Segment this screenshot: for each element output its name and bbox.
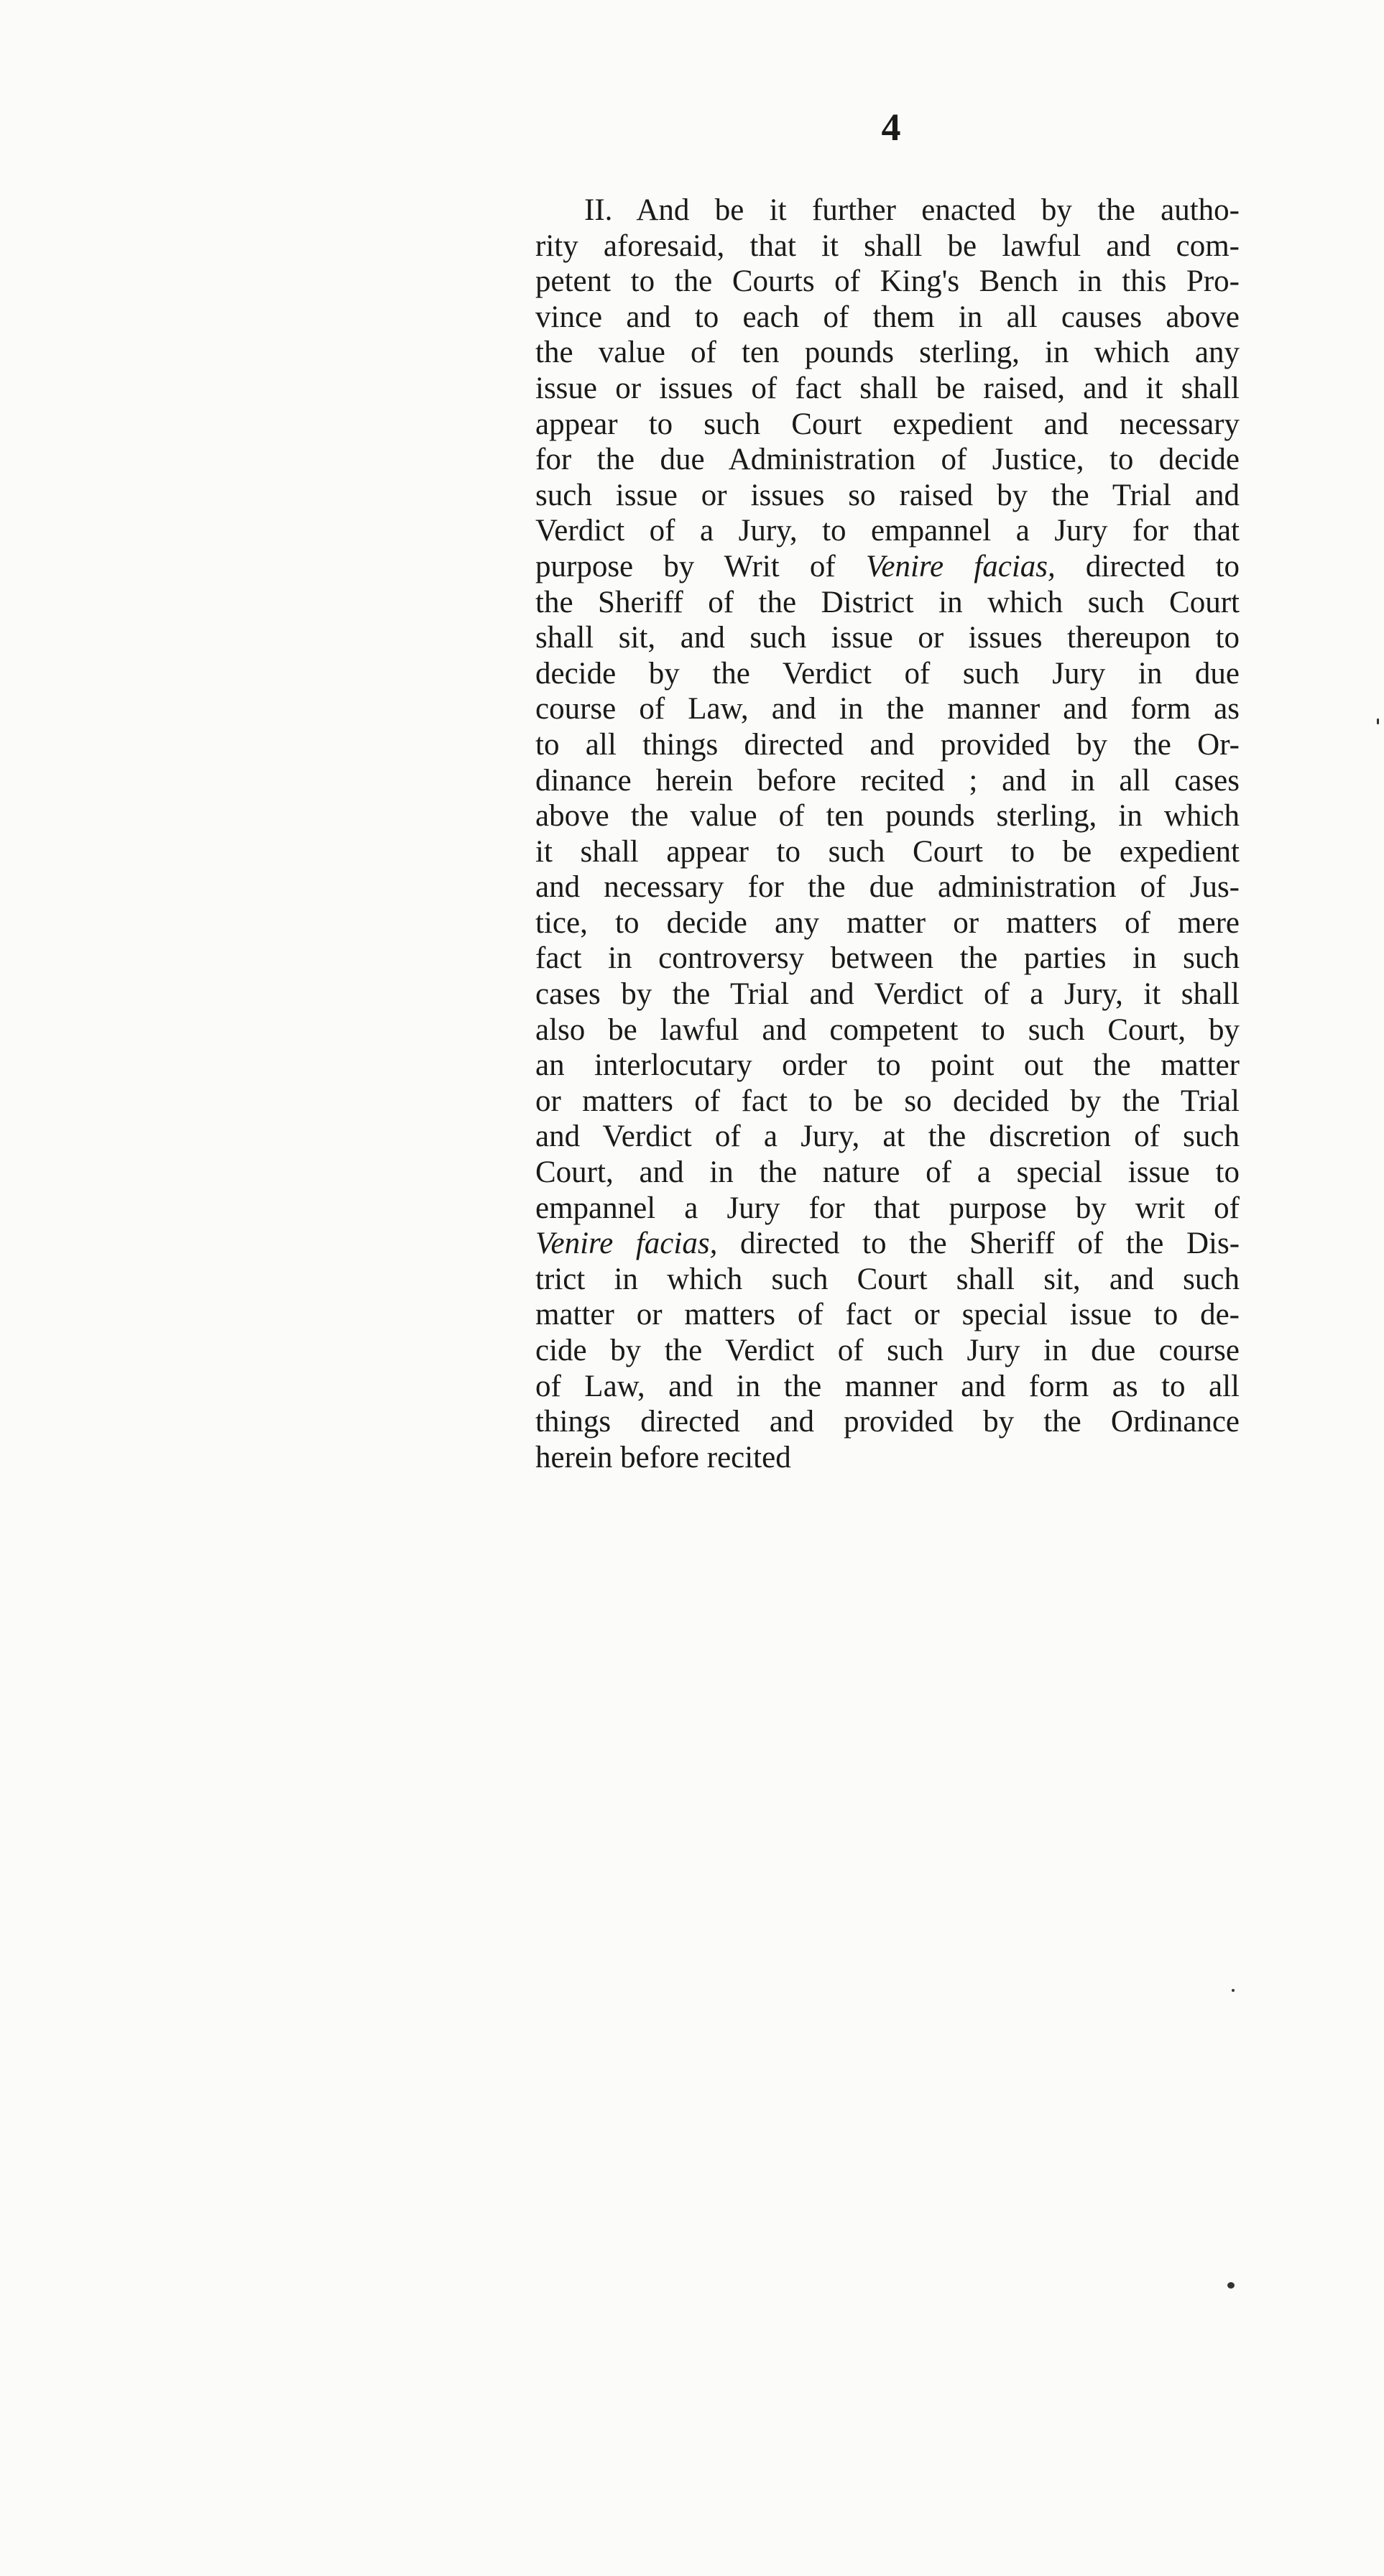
text-line: II. And be it further enacted by the autho- — [584, 193, 1240, 227]
text-line: such issue or issues so raised by the Trial and — [535, 478, 1240, 512]
text-line: appear to such Court expedient and necessary — [535, 407, 1240, 441]
italic-term: Venire facias, — [535, 1227, 718, 1261]
text-line: course of Law, and in the manner and form as — [535, 692, 1240, 726]
text-line: rity aforesaid, that it shall be lawful and com- — [535, 228, 1240, 263]
text-line: also be lawful and competent to such Court, by — [535, 1012, 1240, 1047]
text-line: cases by the Trial and Verdict of a Jury, it shall — [535, 977, 1240, 1012]
text-line: things directed and provided by the Ordinance — [535, 1405, 1240, 1439]
text-fragment: directed to the Sheriff of the Dis- — [739, 1227, 1240, 1261]
text-line: vince and to each of them in all causes above — [535, 300, 1240, 334]
text-line — [535, 549, 1240, 585]
text-line: of Law, and in the manner and form as to all — [535, 1369, 1240, 1403]
text-fragment: purpose by Writ of — [535, 549, 836, 583]
text-line: to all things directed and provided by the Or- — [535, 727, 1240, 762]
text-line: shall sit, and such issue or issues thereupon to — [535, 621, 1240, 655]
ink-speck — [1232, 1989, 1235, 1992]
ink-speck — [1377, 719, 1379, 724]
italic-term: Venire facias, — [865, 549, 1056, 583]
text-line: and necessary for the due administration of Jus- — [535, 870, 1240, 905]
text-line: trict in which such Court shall sit, and such — [535, 1262, 1240, 1296]
text-line: issue or issues of fact shall be raised, and it shall — [535, 371, 1240, 405]
text-line — [535, 1226, 1240, 1262]
text-line: fact in controversy between the parties in such — [535, 941, 1240, 976]
text-line: the Sheriff of the District in which such Court — [535, 585, 1240, 619]
text-line: herein before recited — [535, 1440, 791, 1474]
ink-speck — [1227, 2282, 1235, 2289]
text-line: cide by the Verdict of such Jury in due course — [535, 1334, 1240, 1367]
text-line: the value of ten pounds sterling, in which any — [535, 336, 1240, 370]
text-line: petent to the Courts of King's Bench in this Pro- — [535, 264, 1240, 299]
text-line: matter or matters of fact or special issue to de- — [535, 1298, 1240, 1332]
text-line: and Verdict of a Jury, at the discretion of such — [535, 1120, 1240, 1154]
section-ii-paragraph — [535, 193, 1240, 1475]
text-line: above the value of ten pounds sterling, in which — [535, 799, 1240, 834]
text-line: decide by the Verdict of such Jury in due — [535, 656, 1240, 691]
text-line: tice, to decide any matter or matters of mere — [535, 905, 1240, 940]
text-line: Verdict of a Jury, to empannel a Jury for that — [535, 514, 1240, 548]
text-fragment: directed to — [1085, 549, 1240, 583]
text-line: for the due Administration of Justice, to decide — [535, 443, 1240, 477]
text-line: dinance herein before recited ; and in all cases — [535, 763, 1240, 798]
page-number: 4 — [881, 106, 901, 149]
text-line: or matters of fact to be so decided by the Trial — [535, 1084, 1240, 1118]
text-line: an interlocutary order to point out the matter — [535, 1048, 1240, 1083]
text-line: Court, and in the nature of a special issue to — [535, 1155, 1240, 1190]
text-line: empannel a Jury for that purpose by writ of — [535, 1191, 1240, 1225]
text-line: it shall appear to such Court to be expedient — [535, 834, 1240, 869]
